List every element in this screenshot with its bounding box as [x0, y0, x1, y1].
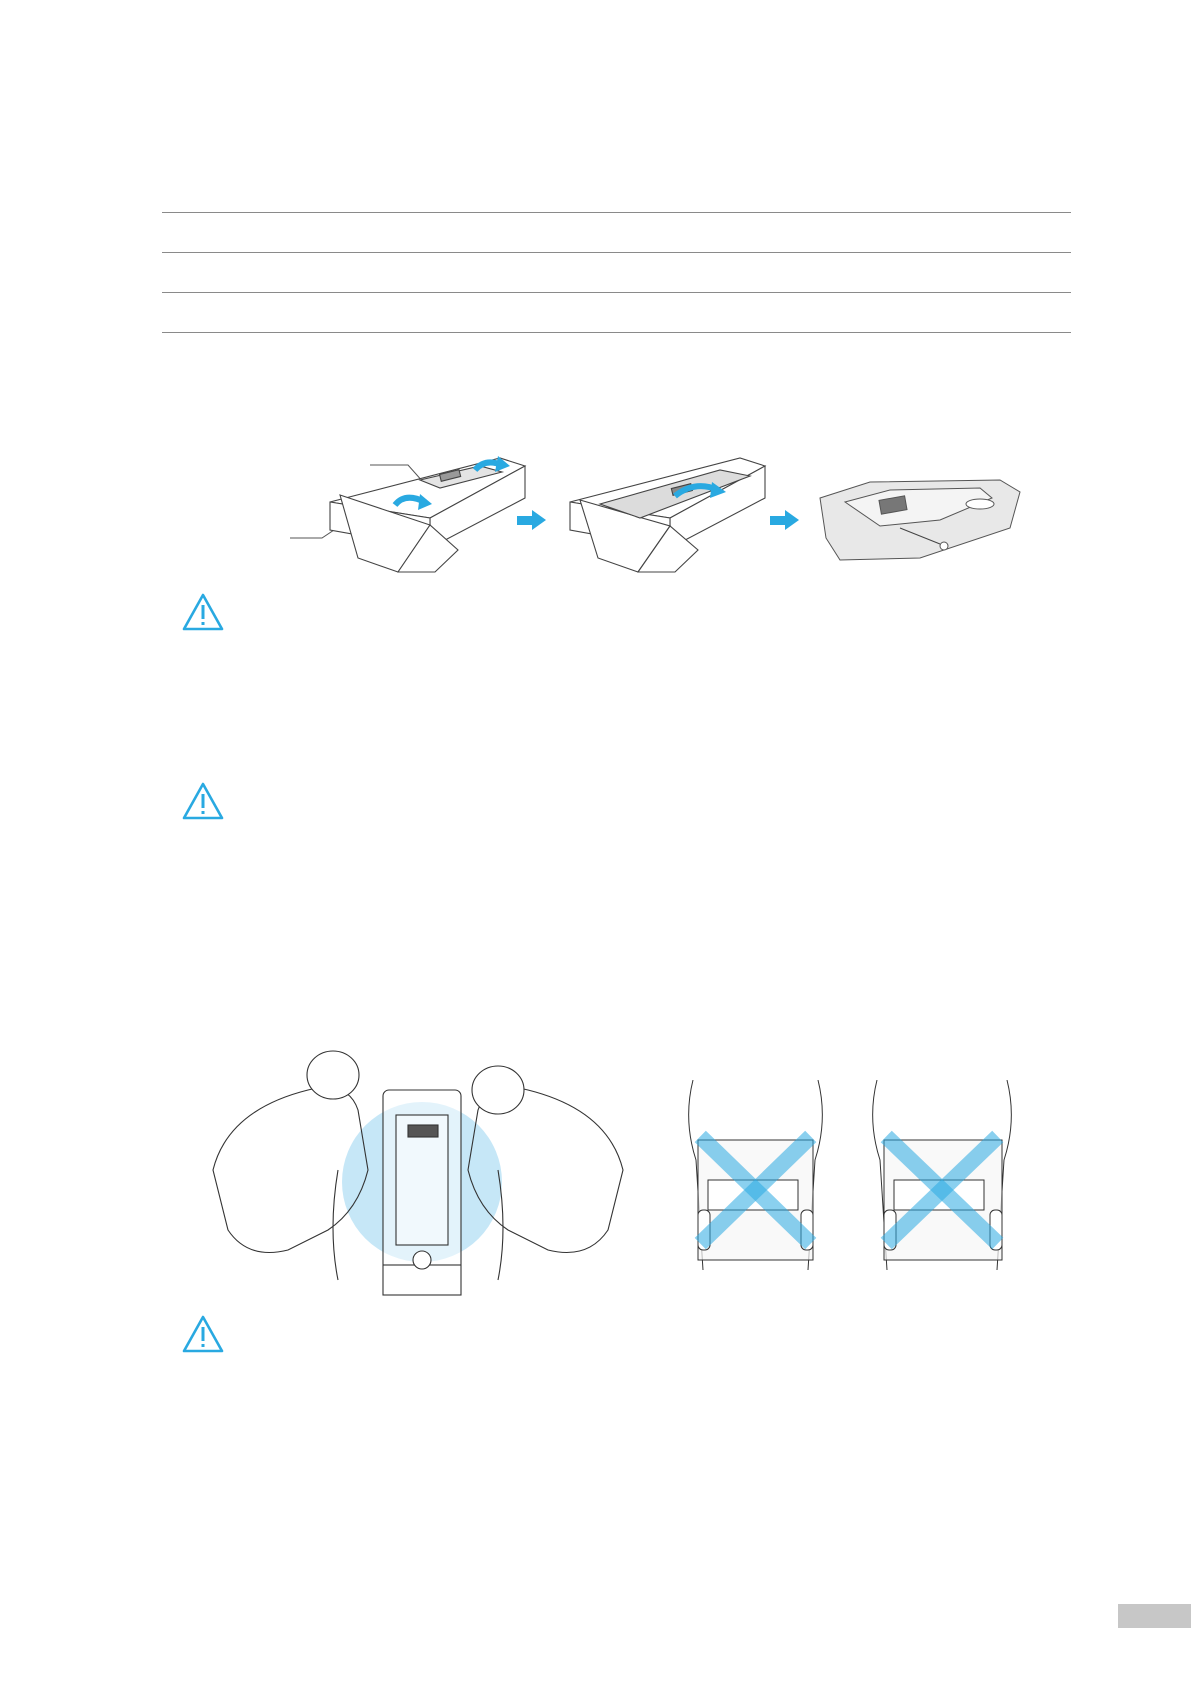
- warning-triangle-icon: [181, 1314, 225, 1354]
- open-box-illustration: [330, 458, 525, 572]
- unpacking-figure: [280, 440, 1040, 580]
- device-being-carried: [383, 1090, 461, 1295]
- right-arrow-icon: [517, 510, 546, 530]
- unit-in-plastic-bag-illustration: [820, 480, 1020, 560]
- table-row-divider: [162, 252, 1071, 253]
- two-person-lift-illustration: [208, 1050, 628, 1300]
- box-with-unit-illustration: [570, 458, 765, 572]
- table-top-rule: [162, 212, 1071, 213]
- table-row-divider: [162, 292, 1071, 293]
- right-arrow-icon: [770, 510, 799, 530]
- incorrect-lift-illustration-1: [678, 1080, 833, 1280]
- page-number-tab: [1118, 1604, 1191, 1628]
- warning-triangle-icon: [181, 781, 225, 821]
- warning-triangle-icon: [181, 592, 225, 632]
- incorrect-lift-illustration-2: [862, 1080, 1022, 1280]
- table-bottom-rule: [162, 332, 1071, 333]
